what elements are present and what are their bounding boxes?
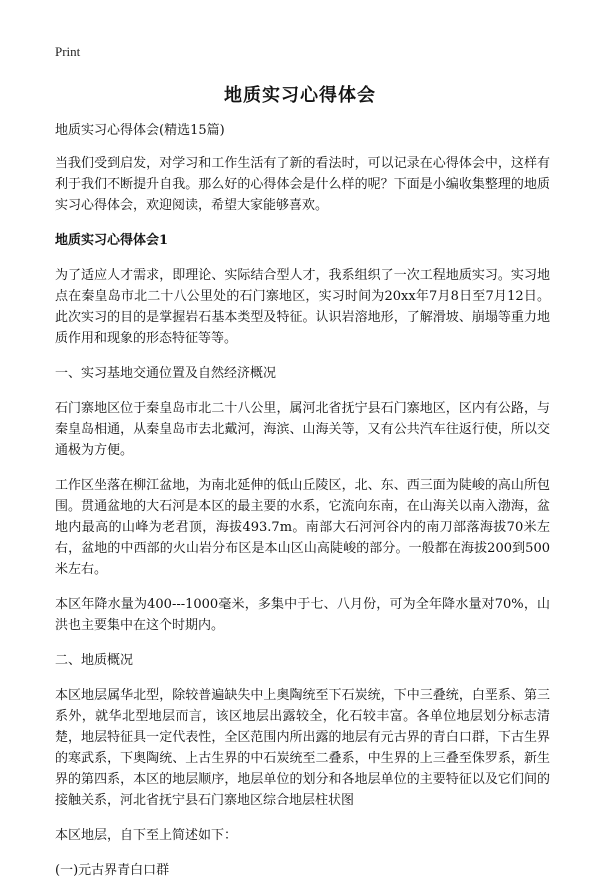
rainfall-paragraph: 本区年降水量为400---1000毫米，多集中于七、八月份，可为全年降水量对70%，山洪也主要集中在这个时期内。 [55, 597, 550, 633]
article-subtitle: 地质实习心得体会(精选15篇) [55, 123, 225, 138]
part2-heading: 二、地质概况 [55, 653, 134, 668]
basin-paragraph: 工作区坐落在柳江盆地，为南北延伸的低山丘陵区，北、东、西三面为陡峻的高山所包围。贯通盆地的大石河是本区的最主要的水系，它流向东南，在山海关以南入渤海，盆地内最高的山峰为老君顶，海拔493.7m。南部大石河河谷内的南刀部落海拔70米左右，盆地的中西部的火山岩分布区是本山区山高陡峻的部分。一般都在海拔200到500米左右。 [55, 478, 550, 577]
intro-paragraph: 当我们受到启发，对学习和工作生活有了新的看法时，可以记录在心得体会中，这样有利于我们不断提升自我。那么好的心得体会是什么样的呢？下面是小编收集整理的地质实习心得体会，欢迎阅读，希望大家能够喜欢。 [55, 156, 550, 213]
purpose-paragraph: 为了适应人才需求，即理论、实际结合型人才，我系组织了一次工程地质实习。实习地点在秦皇岛市北二十八公里处的石门寨地区，实习时间为20xx年7月8日至7月12日。此次实习的目的是掌握岩石基本类型及特征。认识岩溶地形，了解滑坡、崩塌等重力地质作用和现象的形态特征等等。 [55, 268, 550, 346]
location-paragraph: 石门寨地区位于秦皇岛市北二十八公里，属河北省抚宁县石门寨地区，区内有公路，与秦皇岛相通，从秦皇岛市去北戴河，海滨、山海关等，又有公共汽车往返行使，所以交通极为方便。 [55, 401, 550, 458]
strata-intro-paragraph: 本区地层，自下至上简述如下： [55, 828, 238, 843]
page-title: 地质实习心得体会 [224, 85, 376, 106]
part1-heading: 一、实习基地交通位置及自然经济概况 [55, 366, 277, 381]
section-heading: 地质实习心得体会1 [55, 233, 169, 248]
group-heading: (一)元古界青白口群 [55, 863, 170, 878]
print-link[interactable]: Print [55, 44, 81, 59]
strata-paragraph: 本区地层属华北型，除较普遍缺失中上奥陶统至下石炭统，下中三叠统，白垩系、第三系外，就华北型地层而言，该区地层出露较全，化石较丰富。各单位地层划分标志清楚，地层特征具一定代表性，全区范围内所出露的地层有元古界的青白口群，下古生界的寒武系，下奥陶统、上古生界的中石炭统至二叠系，中生界的上三叠至侏罗系，新生界的第四系，本区的地层顺序，地层单位的划分和各地层单位的主要特征以及它们间的接触关系，河北省抚宁县石门寨地区综合地层柱状图 [55, 688, 550, 808]
article-body [55, 120, 550, 895]
